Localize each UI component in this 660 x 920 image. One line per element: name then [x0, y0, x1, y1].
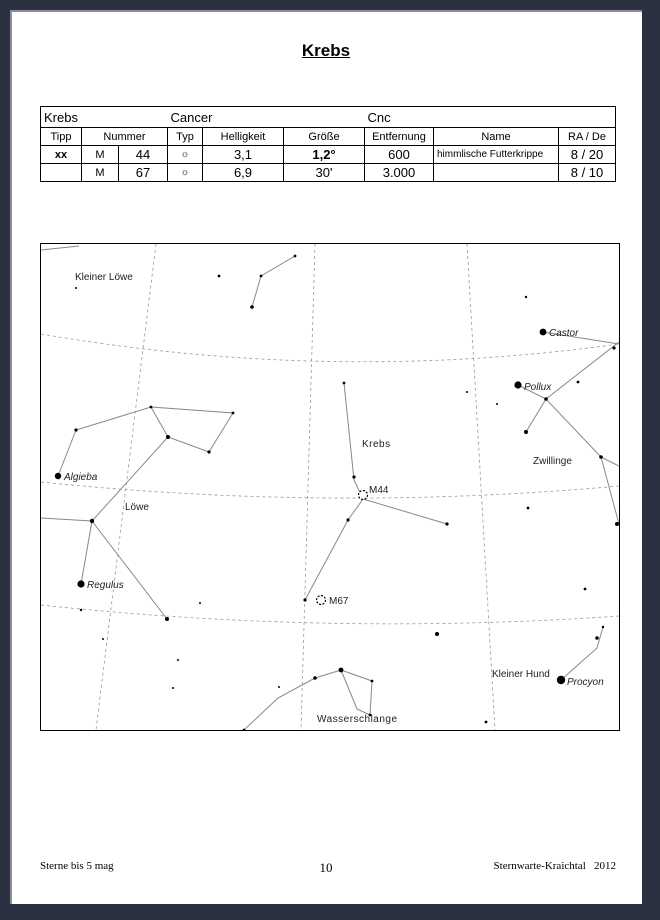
star-procyon [557, 676, 565, 684]
stars [74, 255, 619, 730]
star-castor [540, 329, 547, 336]
star-clusters [317, 491, 368, 605]
star [343, 382, 346, 385]
star [602, 626, 604, 628]
label-kleiner-loewe: Kleiner Löwe [75, 272, 133, 283]
line-lynx [252, 256, 295, 307]
line-kleiner-hund [561, 627, 603, 680]
label-m44: M44 [369, 485, 389, 496]
star [294, 255, 297, 258]
star [166, 435, 170, 439]
star [524, 430, 528, 434]
star [346, 518, 349, 521]
star [150, 406, 153, 409]
star [612, 346, 615, 349]
label-wasserschlange: Wasserschlange [317, 714, 398, 725]
star [496, 403, 498, 405]
name-de-cell: Krebs [41, 107, 168, 128]
row2-size: 30' [284, 164, 365, 182]
label-algieba: Algieba [64, 472, 98, 483]
grid-dec-line [41, 482, 619, 498]
cluster-m67 [317, 596, 326, 605]
star [485, 721, 488, 724]
line-loewe-head [58, 407, 233, 476]
star [339, 668, 344, 673]
table-header-row-names [41, 107, 616, 128]
grid-dec-line [41, 605, 619, 624]
header-groesse: Größe [284, 128, 365, 146]
grid-ra-line [301, 244, 315, 730]
abbr-cell: Cnc [365, 107, 616, 128]
star-map [40, 243, 620, 731]
label-pollux: Pollux [524, 382, 552, 393]
row2-tipp [41, 164, 82, 182]
row2-name [434, 164, 559, 182]
star [544, 397, 548, 401]
table-row [41, 146, 616, 164]
header-helligkeit: Helligkeit [203, 128, 284, 146]
page-title: Krebs [301, 41, 351, 60]
star [218, 275, 221, 278]
star-map-svg [41, 244, 619, 730]
line-zwillinge-c [601, 457, 619, 466]
row1-num: 44 [119, 146, 168, 164]
row1-dist: 600 [365, 146, 434, 164]
constellation-table [40, 106, 616, 182]
star [303, 598, 306, 601]
star [525, 296, 527, 298]
star-pollux [514, 381, 521, 388]
name-lat-cell: Cancer [168, 107, 365, 128]
star [165, 617, 169, 621]
star [445, 522, 448, 525]
row1-typ: ☼ [168, 146, 203, 164]
header-entfernung: Entfernung [365, 128, 434, 146]
row2-mag: 6,9 [203, 164, 284, 182]
star-algieba [55, 473, 61, 479]
star [75, 287, 77, 289]
row2-dist: 3.000 [365, 164, 434, 182]
label-krebs: Krebs [362, 439, 391, 450]
line-kleiner-loewe [41, 246, 79, 250]
line-zwillinge-b [518, 385, 619, 524]
header-name: Name [434, 128, 559, 146]
star [177, 659, 179, 661]
star [599, 455, 603, 459]
star [352, 475, 355, 478]
star [232, 412, 235, 415]
row1-radec: 8 / 20 [559, 146, 616, 164]
star [577, 381, 580, 384]
header-tipp: Tipp [41, 128, 82, 146]
star [595, 636, 599, 640]
grid-ra-line [467, 244, 495, 730]
label-castor: Castor [549, 328, 579, 339]
row2-typ: ☼ [168, 164, 203, 182]
header-nummer: Nummer [82, 128, 168, 146]
grid-dec-line [41, 334, 619, 362]
constellation-lines [41, 246, 619, 730]
star [250, 305, 254, 309]
star [199, 602, 201, 604]
grid-ra-line [96, 244, 156, 730]
label-regulus: Regulus [87, 580, 124, 591]
star [90, 519, 94, 523]
star [371, 680, 374, 683]
star [435, 632, 439, 636]
star [172, 687, 174, 689]
line-krebs-north [344, 383, 363, 499]
footer-right: Sternwarte-Kraichtal 2012 [493, 860, 616, 872]
star [527, 507, 530, 510]
cluster-m44 [359, 491, 368, 500]
row1-name: himmlische Futterkrippe [434, 146, 559, 164]
row2-cat: M [82, 164, 119, 182]
row2-num: 67 [119, 164, 168, 182]
row2-radec: 8 / 10 [559, 164, 616, 182]
coordinate-grid [41, 244, 619, 730]
label-zwillinge: Zwillinge [533, 456, 572, 467]
row1-mag: 3,1 [203, 146, 284, 164]
star [278, 686, 280, 688]
row1-size: 1,2° [284, 146, 365, 164]
star-regulus [77, 580, 84, 587]
row1-tipp: xx [41, 146, 82, 164]
header-radec: RA / De [559, 128, 616, 146]
star [313, 676, 317, 680]
star [260, 275, 263, 278]
label-m67: M67 [329, 596, 349, 607]
label-kleiner-hund: Kleiner Hund [492, 669, 550, 680]
label-procyon: Procyon [567, 677, 604, 688]
star [80, 609, 82, 611]
row1-cat: M [82, 146, 119, 164]
star [466, 391, 468, 393]
line-loewe-regulus [81, 521, 92, 584]
star [584, 588, 587, 591]
table-row [41, 164, 616, 182]
header-typ: Typ [168, 128, 203, 146]
star [207, 450, 210, 453]
line-krebs-south [305, 499, 363, 600]
line-krebs-east [363, 499, 447, 524]
star [615, 522, 619, 526]
document-page [10, 10, 642, 904]
line-loewe-leg [92, 521, 167, 619]
page-number: 10 [319, 860, 333, 875]
label-loewe: Löwe [125, 502, 149, 513]
footer-left: Sterne bis 5 mag [40, 860, 114, 872]
table-header-row [41, 128, 616, 146]
star [102, 638, 104, 640]
line-loewe-body [41, 437, 168, 521]
star [74, 428, 77, 431]
